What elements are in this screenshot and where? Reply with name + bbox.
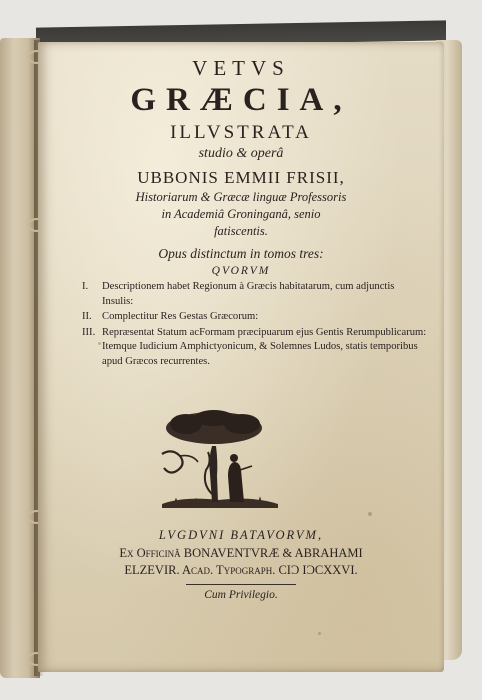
list-item	[82, 310, 428, 325]
privilege-line: Cum Privilegio.	[204, 589, 278, 601]
author-description-2: in Academiâ Groninganâ, senio	[161, 207, 321, 221]
imprint-printer: Ex Officinâ BONAVENTVRÆ & ABRAHAMI	[119, 546, 363, 560]
item-number: I.	[82, 281, 89, 292]
item-text: Complectitur Res Gestas Græcorum:	[102, 311, 259, 323]
title-line-studio: studio & operâ	[198, 146, 284, 161]
list-item	[82, 280, 428, 309]
quorum-heading: QVORVM	[211, 265, 271, 277]
imprint-date: ELZEVIR. Acad. Typograph. CIƆ IƆCXXVI.	[124, 563, 358, 577]
title-page	[38, 42, 444, 672]
volume-list	[82, 280, 428, 371]
item-number: III.	[82, 326, 96, 338]
divider	[186, 584, 296, 585]
author-name: UBBONIS EMMII FRISII,	[137, 168, 345, 187]
list-item	[82, 326, 428, 370]
imprint-place: LVGDVNI BATAVORVM,	[158, 528, 324, 542]
author-description-3: fatiscentis.	[214, 224, 268, 238]
item-number: II.	[82, 311, 92, 323]
title-line-vetus: VETVS	[192, 56, 290, 80]
subtitle: Opus distinctum in tomos tres:	[158, 246, 324, 261]
title-line-illustrata: ILLVSTRATA	[170, 122, 312, 143]
title-line-graecia: GRÆCIA,	[130, 82, 352, 118]
elzevir-tree-hermit-printers-device-icon	[154, 404, 284, 514]
item-text: Descriptionem habet Regionum à Græcis habitatarum, cum adjunctis Insulis:	[102, 281, 395, 307]
author-description-1: Historiarum & Græcæ linguæ Professoris	[135, 190, 347, 204]
item-text: Repræsentat Statum acFormam præcipuarum ejus Gentis Rerumpublicarum: Itemque Iudicium Amphictyonicum, & Solemnes Ludos, statis temporibus apud Græcos recurrentes.	[102, 326, 427, 367]
